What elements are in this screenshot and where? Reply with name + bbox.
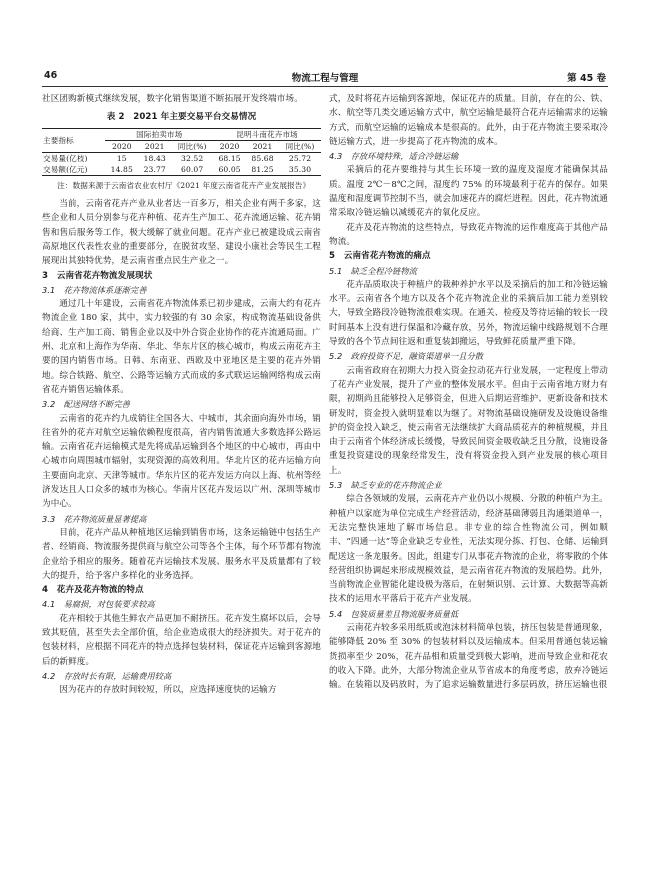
- header-rule: [42, 86, 608, 87]
- paragraph: 式，及时将花卉运输到客源地，保证花卉的质量。目前，存在的公、铁、水、航空等几类交通运输方式中，航空运输是最符合花卉运输需求的运输方式，而航空运输的运输成本是很高的。此外，由于花卉物流主要采取冷链运输方式，进一步提高了花卉物流的成本。: [329, 94, 608, 147]
- subsection-heading: 4.3 存放环境特殊，适合冷链运输: [329, 151, 459, 162]
- table-cell: 81.25: [246, 164, 279, 176]
- section-heading: 4 花卉及花卉物流的特点: [42, 585, 144, 596]
- subsection-heading: 3.2 配送网络不断完善: [42, 399, 130, 410]
- table-cell: 35.30: [279, 164, 321, 176]
- table-cell: 18.43: [143, 153, 166, 163]
- row-label: 交易量(亿枝): [43, 153, 88, 163]
- paragraph: 云南花卉较多采用纸质或泡沫材料简单包装，挤压包装是普通现象，能够降低 20% 至 30% 的包装材料以及运输成本。但采用普通包装运输货损率至少 20%，花卉品相和质量受到极大影响，进而导致企业和花农的收入下降。此外，大部分物流企业从节省成本的角度考虑，放弃冷链运输。在装箱以及码放时，为了追求运输数量进行多层码放，挤压运输也很: [329, 622, 608, 691]
- paragraph: 花卉相较于其他生鲜农产品更加不耐挤压。花卉发生腐坏以后，会导致其贬值，甚至失去全部价值，给企业造成很大的经济损失。对于花卉的包装材料，应根据不同花卉的特点选择包装材料，保证花卉运输到客源地后的新鲜度。: [42, 613, 321, 667]
- paragraph: 云南省的花卉约九成销往全国各大、中城市，其余面向海外市场，销往省外的花卉对航空运输依赖程度很高，省内销售流通大多数选择公路运输。云南省花卉运输模式是先将成品运输到各个地区的中心城市，再由中心城市向周围城市辐射，实现资源的高效利用。华北片区的花卉运输方向主要面向北京、天津等城市。华东片区的花卉发运方向以上海、杭州等经济发达且人口众多的城市为核心。华南片区花卉发运以广州、深圳等城市为中心。: [42, 413, 321, 510]
- table-cell: 85.68: [251, 153, 274, 163]
- subsection-heading: 3.1 花卉物流体系逐渐完善: [42, 284, 147, 295]
- paragraph: 花卉品质取决于种植户的栽种养护水平以及采摘后的加工和冷链运输水平。云南省各个地方以及各个花卉物流企业的采摘后加工能力差别较大，导致全路段冷链物流很难实现。在通关、检疫及等待运输的较长一段时间基本上没有进行保温和冷藏存放，另外，物流运输中线路规划不合理导致的各个节点间往返和重复装卸搬运，导致鲜花质量严重下降。: [329, 279, 608, 348]
- subsection-heading: 3.3 花卉物流质量显著提高: [42, 513, 147, 524]
- paragraph: 社区团购新模式继续发展，数字化销售渠道不断拓展开发终端市场。: [42, 94, 303, 104]
- subsection-heading: 5.4 包装质量差且物流服务质量低: [329, 608, 459, 619]
- table-subheader: 2020: [213, 140, 246, 152]
- subsection-heading: 5.1 缺乏全程冷链物流: [329, 265, 417, 276]
- table-row: [42, 152, 321, 164]
- section-heading: 5 云南省花卉物流的痛点: [329, 251, 431, 262]
- table-header-group: 国际拍卖市场: [105, 128, 213, 140]
- table-cell: 14.85: [105, 164, 138, 176]
- running-header: [42, 70, 608, 86]
- table-subheader: 2020: [105, 140, 138, 152]
- left-column: [42, 92, 321, 697]
- table-note: 注：数据来源于云南省农业农村厅《2021 年度云南省花卉产业发展报告》: [57, 180, 311, 190]
- paragraph: 目前，花卉产品从种植地区运输到销售市场，这条运输链中包括生产者、经销商、物流服务提供商与航空公司等各个主体，每个环节都有物流企业给予相应的服务。随着花卉运输技术发展、服务水平及质量都有了较大的提升，给予客户多样化的业务选择。: [42, 527, 321, 581]
- trading-platform-table: [42, 128, 321, 176]
- page-number: 46: [44, 70, 58, 81]
- table-header-group: 昆明斗南花卉市场: [213, 128, 321, 140]
- subsection-heading: 4.1 易腐损，对包装要求较高: [42, 599, 155, 610]
- table-cell: 32.52: [181, 153, 204, 163]
- table-cell: 25.72: [288, 153, 312, 163]
- table-cell: 60.05: [213, 164, 246, 176]
- paragraph: 云南省政府在初期大力投入资金拉动花卉行业发展，一定程度上带动了花卉产业发展，提升了产业的整体发展水平。但由于云南省地方财力有限，初期尚且能够投入足够资金，但进入后期运营维护、更新设备和技术研发时，资金投入就明显难以为继了。对物流基础设施研发及设施设备维护的资金投入缺乏，使云南省无法继续扩大商品质花卉的种植规模，并且由于云南省个体经济成长缓慢，导致民间资金吸收缺乏且分散，设施设备重复投资建设的现象经常发生，没有将资金投入到产业发展的核心项目上。: [329, 365, 608, 476]
- table-subheader: 同比(%): [171, 140, 213, 152]
- subsection-heading: 5.3 缺乏专业的花卉物流企业: [329, 480, 442, 491]
- journal-title: 物流工程与管理: [291, 73, 359, 84]
- table-subheader: 2021: [138, 140, 171, 152]
- table-cell: 60.07: [171, 164, 213, 176]
- paragraph: 通过几十年建设，云南省花卉物流体系已初步建成，云南大约有花卉物流企业 180 家，其中，实力较强的有 30 余家，构成物流基础设备供给商、生产加工商、销售企业以及中外合资企业协作的花卉流通局面。广州、北京和上海作为华南、华北、华东片区的核心城市，构成云南花卉主要的国内销售市场。日韩、东南亚、西欧及中亚地区是主要的花卉外销地。综合铁路、航空、公路等运输方式而成的多式联运运输网络构成云南省花卉销售运输体系。: [42, 299, 321, 395]
- subsection-heading: 5.2 政府投资不足，融资渠道单一且分散: [329, 351, 484, 362]
- paragraph: 因为花卉的存放时间较短，所以，应选择速度快的运输方: [59, 685, 277, 696]
- table-row: [42, 164, 321, 176]
- table-cell: 23.77: [138, 164, 171, 176]
- table-cell: 15: [116, 153, 127, 163]
- table-header-indicator: 主要指标: [42, 128, 105, 152]
- right-column: [329, 92, 608, 692]
- row-label: 交易额(亿元): [42, 164, 105, 176]
- paragraph: 采摘后的花卉要维持与其生长环境一致的温度及湿度才能确保其品质。温度 2℃－8℃之间，湿度约 75% 的环境最利于花卉的保存。如果温度和湿度调节控制不当，就会加速花卉的腐烂进程。因此，花卉物流通常采取冷链运输以减缓花卉的氧化反应。: [329, 165, 608, 219]
- table-subheader: 2021: [246, 140, 279, 152]
- table-title: 表 2 2021 年主要交易平台交易情况: [106, 112, 257, 123]
- table-subheader: 同比(%): [279, 140, 321, 152]
- section-heading: 3 云南省花卉物流发展现状: [42, 270, 153, 281]
- paragraph: 花卉及花卉物流的这些特点，导致花卉物流的运作难度高于其他产品物流。: [329, 222, 608, 247]
- subsection-heading: 4.2 存放时长有限，运输费用较高: [42, 670, 172, 681]
- paragraph: 当前，云南省花卉产业从业者达一百多万，相关企业有两千多家，这些企业和人员分别参与花卉种植、花卉生产加工、花卉流通运输、花卉销售和售后服务等工作，极大缓解了就业问题。花卉产业已被建设成云南省高原地区代表性农业的重要部分，在脱贫攻坚、建设小康社会等民生工程展现出其独特优势，是云南省重点民生产业之一。: [42, 199, 321, 267]
- paragraph: 综合各领域的发展，云南花卉产业仍以小规模、分散的种植户为主。种植户以家庭为单位完成生产经营活动，经济基础薄弱且沟通渠道单一，无法完整快速地了解市场信息。非专业的综合性物流公司，例如顺丰、“四通一达”等企业缺乏专业性，无法实现分拣、打包、仓储、运输到配送这一条龙服务。因此，组建专门从事花卉物流的企业，将零散的个体经营组织协调起来形成规模效益，是云南省花卉物流的发展趋势。此外，当前物流企业智能化建设极为落后，在射频识别、云计算、大数据等高新技术的运用水平落后于花卉产业发展。: [329, 494, 608, 605]
- table-cell: 68.15: [218, 153, 241, 163]
- volume-label: 第 45 卷: [567, 73, 606, 84]
